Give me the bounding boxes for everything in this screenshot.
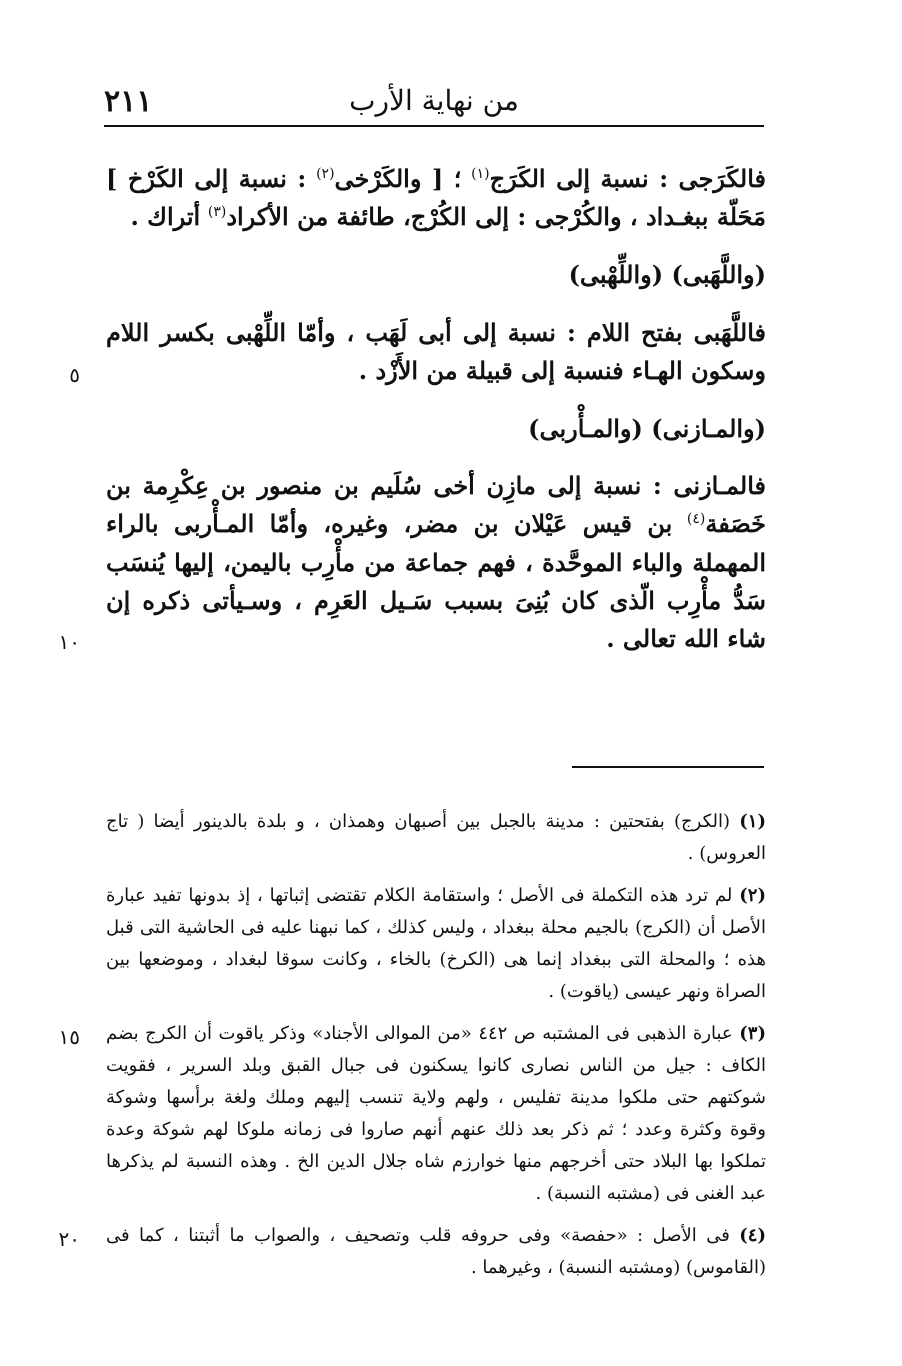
paragraph-mazini [58,467,766,658]
footnote-marker-1: (١) [471,166,490,182]
footnote-number: (١) [739,811,766,832]
section-heading-mazini: (والمـازنى) (والمـأْربى) [528,413,766,443]
text-span: فاللَّهَبى بفتح اللام : نسبة إلى أبى لَهَب ، وأمّا اللِّهْبى بكسر اللام وسكون الهـاء فنسبة إلى قبيلة من الأَزْد . [106,317,766,385]
line-number-10: ١٠ [58,630,80,655]
footnote-1 [106,806,766,870]
header-rule [104,125,764,127]
text-span: أتراك . [130,202,201,232]
footnote-separator [572,766,764,768]
page-header [104,84,764,124]
footnote-4 [58,1220,766,1284]
footnote-marker-4: (٤) [686,511,706,528]
footnote-3 [58,1018,766,1210]
footnote-text: فى الأصل : «حفصة» وفى حروفه قلب وتصحيف ، والصواب ما أثبتنا ، كما فى (القاموس) (ومشتبه النسبة) ، وغيرهما . [106,1225,766,1279]
line-number-15: ١٥ [58,1025,80,1050]
footnote-text: عبارة الذهبى فى المشتبه ص ٤٤٢ «من الموالى الأجناد» وذكر ياقوت أن الكرج بضم الكاف : جيل من الناس نصارى كانوا يسكنون فى جبال القبق وبلد السرير ، فقويت شوكتهم حتى ملكوا مدينة تفليس ، ولهم ولاية تنسب إليهم وملك ولغة برأسها وشوكة وقوة وكثرة وعدد ؛ ثم ذكر بعد ذلك عنهم أنهم صاروا فى زمانه ملوكا لهم شوكة وعدة تملكوا بها البلاد حتى أخرجهم منها خوارزم شاه جلال الدين الخ . وهذه النسبة لم يذكرها عبد الغنى فى (مشتبه النسبة) . [106,1023,766,1205]
footnote-text: لم ترد هذه التكملة فى الأصل ؛ واستقامة الكلام تقتضى إثباتها ، إذ بدونها تفيد عبارة الأصل أن (الكرج) بالجيم محلة ببغداد ، وليس كذلك ، كما نبهنا عليه فى الحاشية التى قبل هذه ؛ والمحلة التى ببغداد إنما هى (الكرخ) بالخاء ، وكانت سوقا لبغداد ، وموضعها بين الصراة ونهر عيسى (ياقوت) . [106,885,766,1003]
footnote-number: (٣) [739,1023,766,1045]
footnote-marker-3: (٣) [207,204,227,221]
text-span: بن قيس عَيْلان بن مضر، وغيره، وأمّا المـأْربى بالراء المهملة والباء الموحَّدة ، فهم جماعة من مأْرِب باليمن، إليها يُنسَب سَدُّ مأْرِب الّذى كان بُنِىَ بسبب سَـيل العَرِم ، وسـيأتى ذكره إن شاء الله تعالى . [106,509,766,653]
section-heading-lahabi: (واللَّهَبى) (واللِّهْبى) [568,260,766,290]
footnote-text: (الكرج) بفتحتين : مدينة بالجبل بين أصبهان وهمذان ، و بلدة بالدينور أيضا ( تاج العروس) . [106,811,766,865]
footnotes [58,806,766,1294]
line-number-20: ٢٠ [58,1227,80,1252]
main-text [58,160,766,658]
footnote-marker-2: (٢) [316,166,335,182]
text-span: فالمـازنى : نسبة إلى مازِن أخى سُلَيم بن منصور بن عِكْرِمة بن خَصَفة [106,471,766,539]
paragraph-karaji [106,160,766,236]
text-span: ؛ [ والكَرْخى [334,164,462,193]
text-span: فالكَرَجى : نسبة إلى الكَرَج [489,164,766,193]
footnote-number: (٤) [739,1225,766,1247]
text-span: : نسبة إلى الكَرْخ ] مَحَلّة ببغـداد ، والكُرْجى : إلى الكُرْج، طائفة من الأكراد [106,164,766,232]
page-number: ٢١١ [104,84,153,119]
footnote-2 [106,880,766,1008]
running-head: من نهاية الأرب [349,84,519,117]
paragraph-lahabi [69,314,766,390]
footnote-number: (٢) [739,885,766,907]
line-number-5: ٥ [69,362,80,387]
